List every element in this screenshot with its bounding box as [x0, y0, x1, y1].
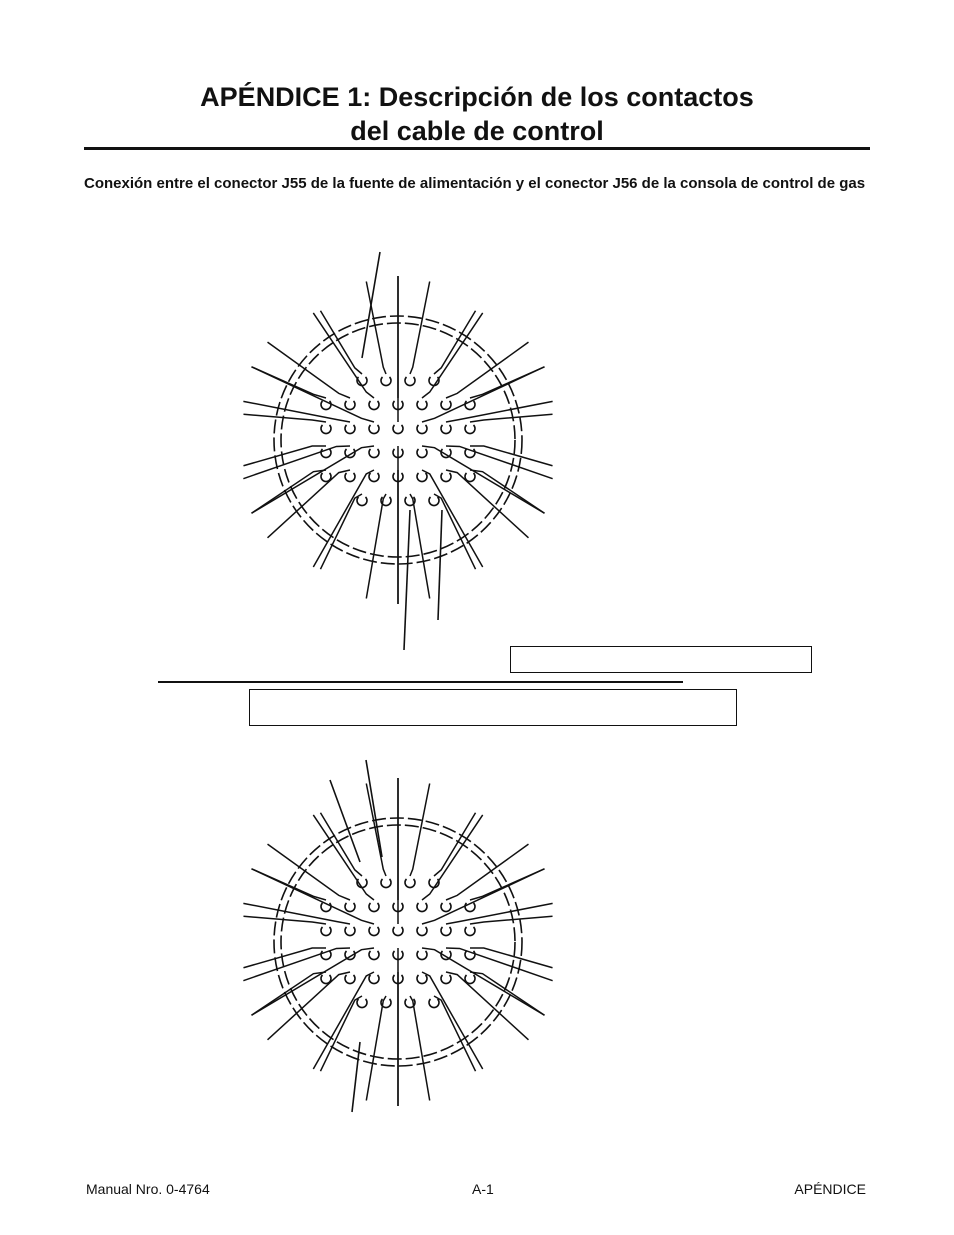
connector-pin: [429, 497, 439, 506]
footer-page-number: A-1: [472, 1181, 494, 1197]
connector-pin: [369, 425, 379, 434]
diagram-divider: [158, 681, 683, 683]
connector-pin: [417, 903, 427, 912]
footer-section-name: APÉNDICE: [794, 1181, 866, 1197]
connector-pin: [417, 401, 427, 410]
connector-pin: [417, 975, 427, 984]
connector-lead-line: [252, 446, 374, 513]
connector-lead-line: [434, 311, 476, 374]
connector-pin: [369, 903, 379, 912]
page-title-line-2: del cable de control: [350, 116, 604, 146]
connector-pin: [441, 401, 451, 410]
connector-lead-line: [366, 282, 386, 374]
connector-pin: [345, 903, 355, 912]
connector-pin: [465, 473, 475, 482]
connector-lead-line: [470, 948, 553, 968]
leader-line: [366, 760, 382, 857]
connector-lead-line: [243, 948, 326, 968]
connector-pin: [405, 879, 415, 888]
page-title: [0, 80, 954, 148]
connector-pin: [369, 951, 379, 960]
connector-lead-line: [434, 813, 476, 876]
connector-pin: [417, 473, 427, 482]
connector-pin: [441, 425, 451, 434]
connector-pin: [417, 425, 427, 434]
connector-lead-line: [320, 813, 362, 876]
connector-pin: [381, 879, 391, 888]
connector-label-box: [510, 646, 812, 673]
leader-line: [352, 1042, 360, 1112]
connector-lead-line: [410, 282, 430, 374]
connector-lead-line: [422, 446, 544, 513]
leader-line: [362, 252, 380, 358]
connector-lead-line: [410, 784, 430, 876]
connector-lead-line: [366, 494, 386, 598]
page-title-line-1: APÉNDICE 1: Descripción de los contactos: [200, 82, 754, 112]
connector-pin: [357, 497, 367, 506]
connector-pin: [369, 449, 379, 458]
connector-pin: [405, 377, 415, 386]
connector-lead-line: [366, 784, 386, 876]
connector-pin: [465, 425, 475, 434]
connector-pin: [345, 927, 355, 936]
connector-pin: [441, 903, 451, 912]
connector-pin: [417, 449, 427, 458]
leader-line: [330, 780, 360, 862]
connector-pin: [321, 927, 331, 936]
leader-line: [404, 510, 410, 650]
leader-line: [438, 510, 442, 620]
connector-pin: [417, 927, 427, 936]
section-subtitle: Conexión entre el conector J55 de la fuente de alimentación y el conector J56 de la consola de control de gas: [84, 175, 866, 192]
connector-pin: [381, 377, 391, 386]
connector-lead-line: [252, 948, 374, 1015]
connector-pin: [369, 401, 379, 410]
connector-pin: [345, 473, 355, 482]
connector-pin: [417, 951, 427, 960]
connector-pin: [393, 927, 403, 936]
connector-lead-line: [366, 996, 386, 1100]
connector-pin: [441, 473, 451, 482]
connector-lead-line: [410, 494, 430, 598]
connector-pin: [345, 975, 355, 984]
connector-lead-line: [320, 311, 362, 374]
connector-pin: [441, 975, 451, 984]
connector-pin: [345, 425, 355, 434]
connector-lead-line: [320, 494, 362, 569]
connector-pin: [321, 425, 331, 434]
connector-pin: [357, 999, 367, 1008]
connector-pin: [393, 425, 403, 434]
connector-label-box-wide: [249, 689, 737, 726]
connector-lead-line: [470, 446, 553, 466]
connector-pin: [345, 401, 355, 410]
connector-lead-line: [320, 996, 362, 1071]
connector-pin: [441, 927, 451, 936]
connector-j56-diagram: [230, 752, 570, 1122]
connector-pin: [429, 999, 439, 1008]
connector-lead-line: [410, 996, 430, 1100]
connector-pin: [465, 975, 475, 984]
connector-lead-line: [422, 948, 544, 1015]
connector-pin: [369, 927, 379, 936]
footer-manual-number: Manual Nro. 0-4764: [86, 1181, 210, 1197]
title-divider: [84, 147, 870, 150]
connector-lead-line: [243, 446, 326, 466]
connector-pin: [369, 975, 379, 984]
connector-lead-line: [434, 996, 476, 1071]
connector-pin: [465, 927, 475, 936]
connector-j55-diagram: [230, 240, 570, 660]
connector-pin: [369, 473, 379, 482]
